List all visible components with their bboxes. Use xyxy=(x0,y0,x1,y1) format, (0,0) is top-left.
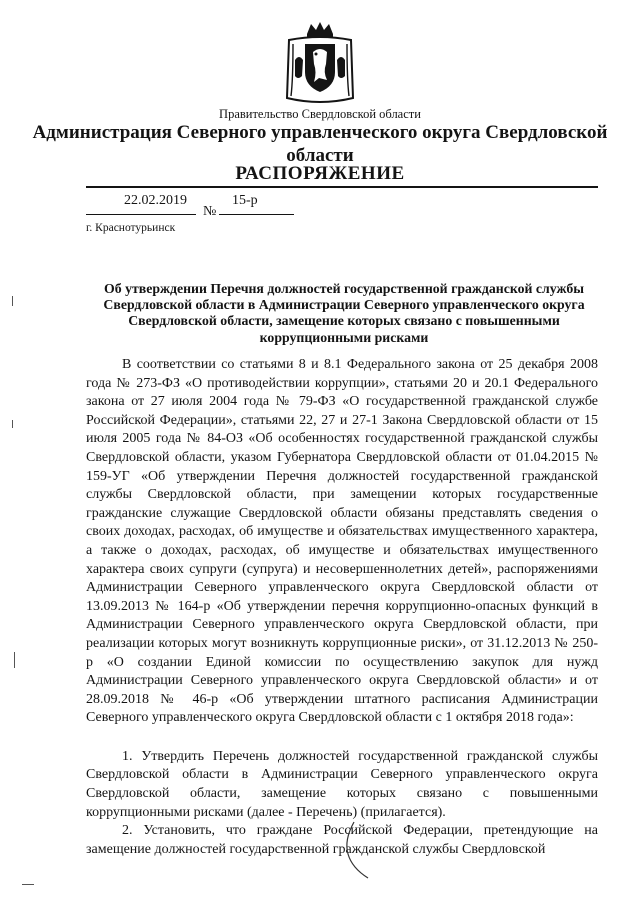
document-type: РАСПОРЯЖЕНИЕ xyxy=(235,163,405,184)
coat-of-arms-emblem xyxy=(283,20,357,106)
scan-mark xyxy=(12,420,13,428)
item-2-paragraph: 2. Установить, что граждане Российской Федерации, претендующие на замещение должностей государственной гражданской службы Свердловской xyxy=(86,823,598,857)
pen-stroke xyxy=(338,820,378,880)
document-body xyxy=(86,356,598,859)
city-label: г. Краснотурьинск xyxy=(86,222,176,234)
item-1-paragraph: 1. Утвердить Перечень должностей государственной гражданской службы Свердловской области в Администрации Северного управленческого округа Свердловской области, замещение которых связано с повышенными коррупционными рисками (далее - Перечень) (прилагается). xyxy=(86,748,598,820)
scan-mark xyxy=(14,652,15,668)
number-sign: № xyxy=(203,204,217,219)
number-underline xyxy=(219,214,294,215)
preamble-paragraph: В соответствии со статьями 8 и 8.1 Федерального закона от 25 декабря 2008 года № 273-ФЗ «О противодействии коррупции», статьями 20 и 20.1 Федерального закона от 27 июля 2004 года № 79-ФЗ «О государственной гражданской службе Российской Федерации», статьями 22, 27 и 27-1 Закона Свердловской области от 15 июля 2005 года № 84-ОЗ «Об особенностях государственной гражданской службы Свердловской области, указом Губернатора Свердловской области от 01.04.2015 № 159-УГ «Об утверждении Перечня должностей государственной гражданской службы Свердловской области, при замещении которых государственные гражданские служащие Свердловской области обязаны представлять сведения о своих доходах, расходах, об имуществе и обязательствах имущественного характера, а также о доходах, расходах, об имуществе и обязательствах имущественного характера своих супруги (супруга) и несовершеннолетних детей», распоряжениями Администрации Северного управленческого округа Свердловской области от 13.09.2013 № 164-р «Об утверждении перечня коррупционно-опасных функций в Администрации Северного управленческого округа Свердловской области, при реализации которых могут возникнуть коррупционные риски», от 31.12.2013 № 250-р «О создании Единой комиссии по осуществлению закупок для нужд Администрации Северного управленческого округа Свердловской области» и от 28.09.2018 № 46-р «Об утверждении штатного расписания Администрации Северного управленческого округа Свердловской области с 1 октября 2018 года»: xyxy=(86,357,598,726)
date-underline xyxy=(86,214,196,215)
government-name: Правительство Свердловской области xyxy=(219,107,421,121)
order-date: 22.02.2019 xyxy=(124,193,187,208)
order-number: 15-р xyxy=(232,193,258,208)
scan-mark xyxy=(12,296,13,306)
header-divider xyxy=(86,186,598,188)
document-title: Об утверждении Перечня должностей государственной гражданской службы Свердловской области в Администрации Северного управленческого округа Свердловской области, замещение которых связано с повышенными коррупционными рисками xyxy=(103,281,585,345)
administration-name: Администрация Северного управленческого округа Свердловской области xyxy=(32,122,608,166)
scan-mark xyxy=(22,884,34,885)
